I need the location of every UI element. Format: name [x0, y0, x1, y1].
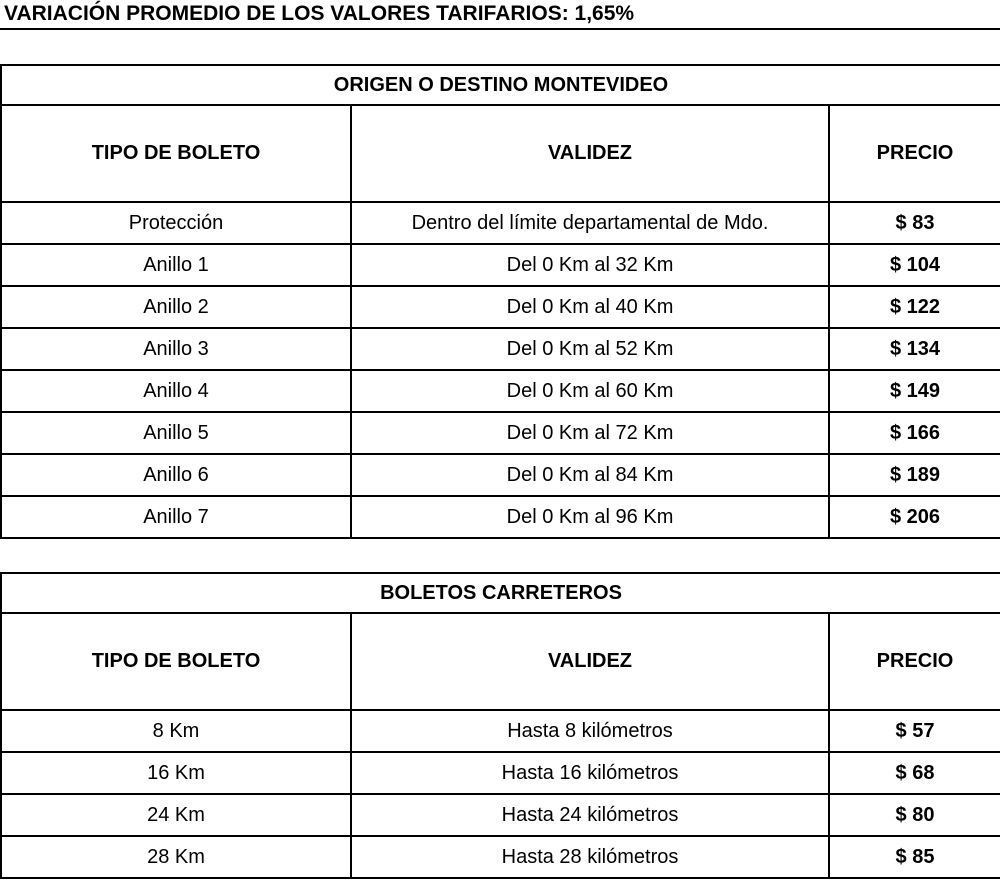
table-row [1, 286, 1000, 328]
validity-cell: Del 0 Km al 40 Km [351, 286, 829, 328]
ticket-type-cell: Anillo 1 [1, 244, 351, 286]
table-row [1, 794, 1000, 836]
ticket-type-cell: 28 Km [1, 836, 351, 878]
table-row [1, 454, 1000, 496]
price-cell: $ 68 [829, 752, 1000, 794]
table-row [1, 836, 1000, 878]
ticket-type-cell: 16 Km [1, 752, 351, 794]
table-row [1, 752, 1000, 794]
ticket-type-cell: Protección [1, 202, 351, 244]
price-cell: $ 57 [829, 710, 1000, 752]
montevideo-fare-table [0, 64, 1000, 539]
ticket-type-cell: Anillo 2 [1, 286, 351, 328]
page-headline: VARIACIÓN PROMEDIO DE LOS VALORES TARIFARIOS: 1,65% [0, 0, 1000, 30]
column-header-validez: VALIDEZ [351, 105, 829, 202]
table-row [1, 412, 1000, 454]
price-cell: $ 166 [829, 412, 1000, 454]
table-row [1, 710, 1000, 752]
table-row [1, 244, 1000, 286]
price-cell: $ 149 [829, 370, 1000, 412]
table-row [1, 370, 1000, 412]
validity-cell: Hasta 8 kilómetros [351, 710, 829, 752]
price-cell: $ 206 [829, 496, 1000, 538]
column-header-tipo: TIPO DE BOLETO [1, 613, 351, 710]
column-header-tipo: TIPO DE BOLETO [1, 105, 351, 202]
price-cell: $ 83 [829, 202, 1000, 244]
validity-cell: Del 0 Km al 72 Km [351, 412, 829, 454]
column-header-validez: VALIDEZ [351, 613, 829, 710]
table-row [1, 202, 1000, 244]
road-fare-table [0, 572, 1000, 879]
price-cell: $ 122 [829, 286, 1000, 328]
validity-cell: Del 0 Km al 84 Km [351, 454, 829, 496]
ticket-type-cell: Anillo 4 [1, 370, 351, 412]
ticket-type-cell: 8 Km [1, 710, 351, 752]
validity-cell: Dentro del límite departamental de Mdo. [351, 202, 829, 244]
validity-cell: Del 0 Km al 32 Km [351, 244, 829, 286]
ticket-type-cell: Anillo 6 [1, 454, 351, 496]
table-row [1, 496, 1000, 538]
table-title: ORIGEN O DESTINO MONTEVIDEO [1, 65, 1000, 105]
ticket-type-cell: Anillo 3 [1, 328, 351, 370]
validity-cell: Del 0 Km al 60 Km [351, 370, 829, 412]
table-title: BOLETOS CARRETEROS [1, 573, 1000, 613]
validity-cell: Del 0 Km al 96 Km [351, 496, 829, 538]
ticket-type-cell: 24 Km [1, 794, 351, 836]
validity-cell: Hasta 24 kilómetros [351, 794, 829, 836]
price-cell: $ 85 [829, 836, 1000, 878]
price-cell: $ 104 [829, 244, 1000, 286]
validity-cell: Hasta 16 kilómetros [351, 752, 829, 794]
column-header-precio: PRECIO [829, 613, 1000, 710]
ticket-type-cell: Anillo 7 [1, 496, 351, 538]
price-cell: $ 80 [829, 794, 1000, 836]
column-header-precio: PRECIO [829, 105, 1000, 202]
ticket-type-cell: Anillo 5 [1, 412, 351, 454]
validity-cell: Del 0 Km al 52 Km [351, 328, 829, 370]
table-row [1, 328, 1000, 370]
validity-cell: Hasta 28 kilómetros [351, 836, 829, 878]
price-cell: $ 134 [829, 328, 1000, 370]
price-cell: $ 189 [829, 454, 1000, 496]
